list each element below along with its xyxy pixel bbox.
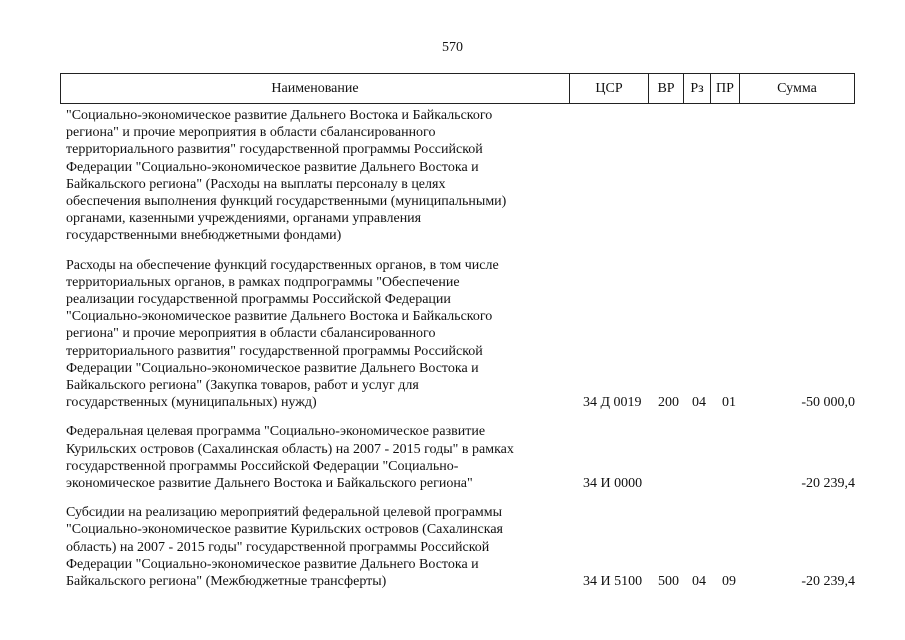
row-csr: 34 И 0000 bbox=[583, 476, 643, 492]
row-csr: 34 Д 0019 bbox=[583, 395, 642, 411]
row-csr: 34 И 5100 bbox=[583, 574, 643, 590]
row-name: Федеральная целевая программа "Социально-экономическое развитие Курильских островов (Сахалинская область) на 2007 - 2015 годы" в рамках государственной программы Российской Федерации "Социально- экономическое развитие Дальнего Востока и Байкальского региона" bbox=[66, 424, 514, 492]
header-pr: ПР bbox=[711, 74, 740, 103]
page-number: 570 bbox=[442, 40, 463, 55]
table-row bbox=[66, 257, 856, 412]
row-rz: 04 bbox=[692, 574, 706, 590]
row-name: Расходы на обеспечение функций государственных органов, в том числе территориальных органов, в рамках подпрограммы "Обеспечение реализации государственной программы Российской Федерации "Социально-экономическое развитие Дальнего Востока и Байкальского региона" и прочие мероприятия в области сбалансированного территориального развития" государственной программы Российской Федерации "Социально-экономическое развитие Дальнего Востока и Байкальского региона" (Закупка товаров, работ и услуг для государственных (муниципальных) нужд) bbox=[66, 257, 499, 411]
row-sum: -50 000,0 bbox=[801, 395, 855, 411]
table-row bbox=[66, 504, 856, 590]
header-rz: Рз bbox=[684, 74, 711, 103]
table-body bbox=[66, 107, 856, 602]
row-sum: -20 239,4 bbox=[801, 574, 855, 590]
header-csr: ЦСР bbox=[570, 74, 649, 103]
table-row bbox=[66, 107, 856, 245]
row-pr: 09 bbox=[722, 574, 736, 590]
row-vr: 500 bbox=[658, 574, 679, 590]
table-row bbox=[66, 423, 856, 492]
row-name: "Социально-экономическое развитие Дальнего Востока и Байкальского региона" и прочие мероприятия в области сбалансированного территориального развития" государственной программы Российской Федерации "Социально-экономическое развитие Дальнего Востока и Байкальского региона" (Расходы на выплаты персоналу в целях обеспечения выполнения функций государственными (муниципальными) органами, казенными учреждениями, органами управления государственными внебюджетными фондами) bbox=[66, 108, 507, 244]
header-sum: Сумма bbox=[777, 80, 817, 96]
header-vr: ВР bbox=[649, 74, 684, 103]
table-header bbox=[60, 73, 855, 104]
row-rz: 04 bbox=[692, 395, 706, 411]
row-vr: 200 bbox=[658, 395, 679, 411]
row-pr: 01 bbox=[722, 395, 736, 411]
row-name: Субсидии на реализацию мероприятий федеральной целевой программы "Социально-экономическое развитие Курильских островов (Сахалинская область) на 2007 - 2015 годы" государственной программы Российской Федерации "Социально-экономическое развитие Дальнего Востока и Байкальского региона" (Межбюджетные трансферты) bbox=[66, 505, 503, 590]
row-sum: -20 239,4 bbox=[801, 476, 855, 492]
header-name: Наименование bbox=[61, 74, 570, 103]
